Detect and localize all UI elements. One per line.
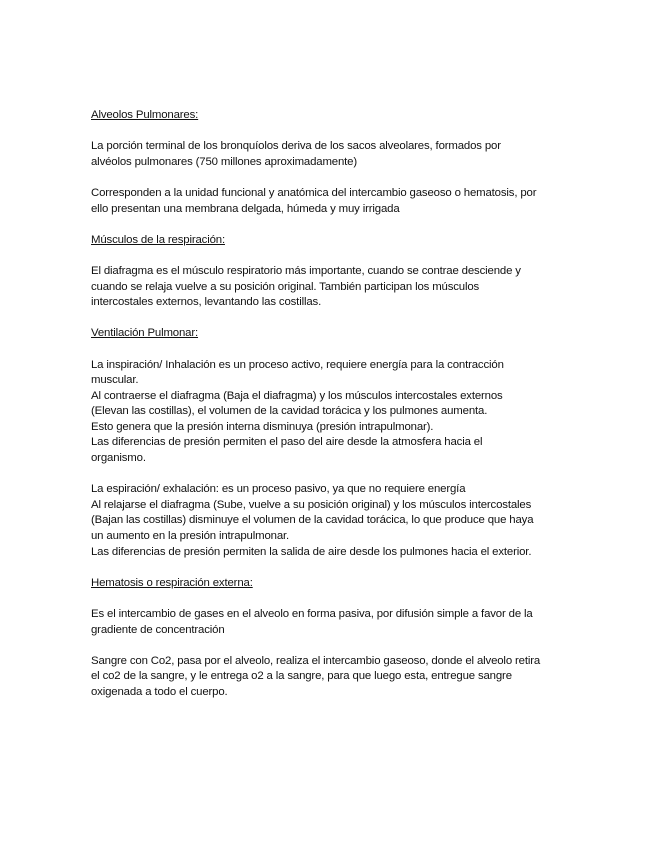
paragraph: [91, 654, 571, 701]
section-heading-musculos: Músculos de la respiración:: [91, 233, 225, 246]
document-body: [91, 108, 571, 716]
paragraph: [91, 186, 571, 217]
text-line: organismo.: [91, 452, 146, 465]
text-line: el co2 de la sangre, y le entrega o2 a la sangre, para que luego esta, entregue sangre: [91, 670, 512, 683]
text-line: gradiente de concentración: [91, 623, 225, 636]
text-line: oxigenada a todo el cuerpo.: [91, 685, 228, 698]
paragraph: [91, 264, 571, 311]
paragraph: [91, 139, 571, 170]
text-line: alvéolos pulmonares (750 millones aproximadamente): [91, 155, 358, 168]
text-line: muscular.: [91, 374, 139, 387]
section-heading-alveolos: Alveolos Pulmonares:: [91, 109, 199, 121]
text-line: (Elevan las costillas), el volumen de la cavidad torácica y los pulmones aumenta.: [91, 405, 488, 418]
section-heading-hematosis: Hematosis o respiración externa:: [91, 576, 253, 589]
text-line: ello presentan una membrana delgada, húmeda y muy irrigada: [91, 202, 400, 215]
text-line: Las diferencias de presión permiten el paso del aire desde la atmosfera hacia el: [91, 436, 483, 449]
text-line: Al relajarse el diafragma (Sube, vuelve a su posición original) y los músculos intercostales: [91, 498, 532, 511]
text-line: Corresponden a la unidad funcional y anatómica del intercambio gaseoso o hematosis, por: [91, 186, 537, 199]
paragraph: [91, 607, 571, 638]
section-heading-ventilacion: Ventilación Pulmonar:: [91, 327, 199, 340]
text-line: Al contraerse el diafragma (Baja el diafragma) y los músculos intercostales externos: [91, 389, 503, 402]
text-line: (Bajan las costillas) disminuye el volumen de la cavidad torácica, lo que produce que haya: [91, 514, 534, 527]
text-line: cuando se relaja vuelve a su posición original. También participan los músculos: [91, 280, 480, 293]
text-line: Las diferencias de presión permiten la salida de aire desde los pulmones hacia el exterior.: [91, 545, 532, 558]
text-line: un aumento en la presión intrapulmonar.: [91, 530, 290, 543]
text-line: La espiración/ exhalación: es un proceso pasivo, ya que no requiere energía: [91, 483, 466, 496]
text-line: El diafragma es el músculo respiratorio más importante, cuando se contrae desciende y: [91, 264, 521, 277]
text-line: Sangre con Co2, pasa por el alveolo, realiza el intercambio gaseoso, donde el alveolo retira: [91, 654, 541, 667]
text-line: La porción terminal de los bronquíolos deriva de los sacos alveolares, formados por: [91, 140, 501, 153]
text-line: Esto genera que la presión interna disminuya (presión intrapulmonar).: [91, 420, 434, 433]
text-line: La inspiración/ Inhalación es un proceso activo, requiere energía para la contracción: [91, 358, 504, 371]
text-line: Es el intercambio de gases en el alveolo en forma pasiva, por difusión simple a favor de la: [91, 608, 533, 620]
paragraph: [91, 358, 571, 467]
paragraph: [91, 482, 571, 560]
text-line: intercostales externos, levantando las costillas.: [91, 296, 322, 309]
